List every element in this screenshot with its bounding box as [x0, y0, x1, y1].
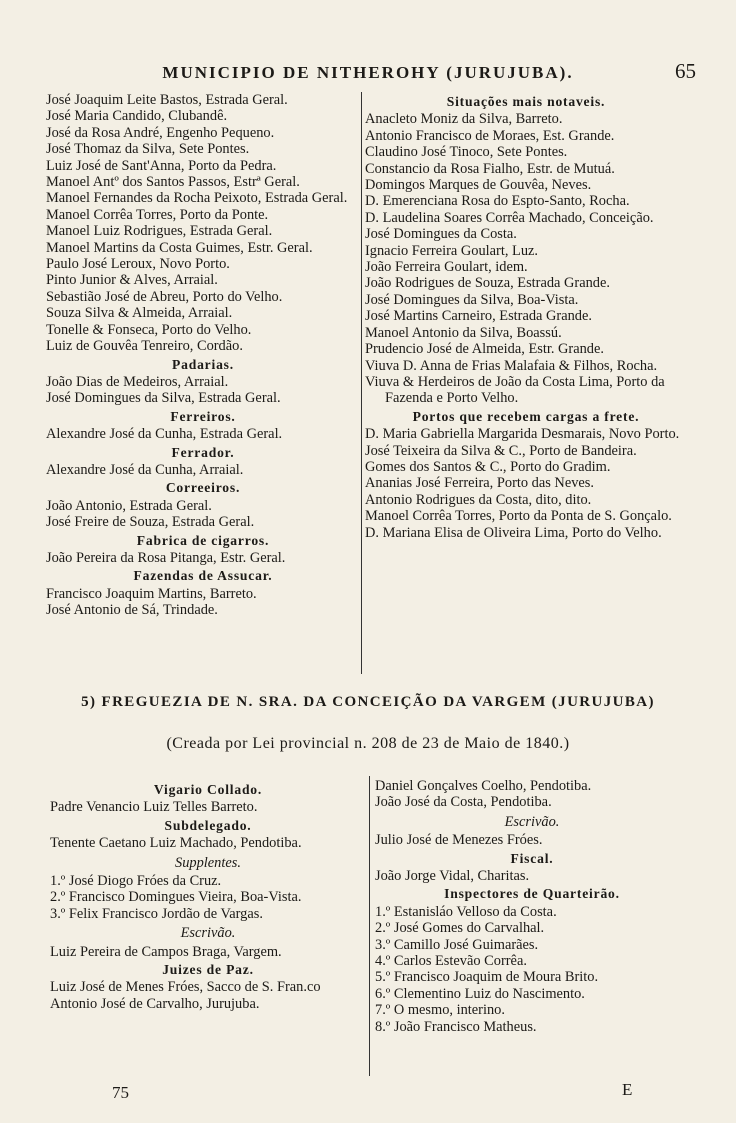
list-item: 4.º Carlos Estevão Corrêa.	[375, 953, 527, 970]
section-heading: Correeiros.	[165, 480, 241, 496]
list-item: Manoel Luiz Rodrigues, Estrada Geral.	[46, 223, 273, 240]
list-item: José Freire de Souza, Estrada Geral.	[46, 514, 255, 531]
section-heading: Fabrica de cigarros.	[136, 532, 270, 548]
section-heading: Juizes de Paz.	[162, 962, 254, 978]
subheading: Supplentes.	[175, 854, 241, 871]
list-item: Julio José de Menezes Fróes.	[375, 832, 543, 849]
list-item: D. Emerenciana Rosa do Espto-Santo, Rocha.	[365, 193, 630, 210]
page-title: MUNICIPIO DE NITHEROHY (JURUJUBA).	[162, 63, 574, 82]
list-item: 1.º Estanisláo Velloso da Costa.	[375, 903, 557, 920]
column-divider	[361, 92, 362, 674]
list-item: José Thomaz da Silva, Sete Pontes.	[46, 141, 250, 158]
list-item: Gomes dos Santos & C., Porto do Gradim.	[365, 458, 611, 475]
list-item: 2.º Francisco Domingues Vieira, Boa-Vista.	[50, 889, 302, 906]
list-item: Antonio José de Carvalho, Jurujuba.	[50, 995, 260, 1012]
list-item: João Rodrigues de Souza, Estrada Grande.	[365, 275, 610, 292]
list-item: Luiz José de Menes Fróes, Sacco de S. Fran.co	[50, 979, 321, 996]
list-item: João Pereira da Rosa Pitanga, Estr. Geral.	[46, 549, 286, 566]
list-item: Paulo José Leroux, Novo Porto.	[46, 256, 230, 273]
list-item: Souza Silva & Almeida, Arraial.	[46, 305, 233, 322]
list-item: Luiz de Gouvêa Tenreiro, Cordão.	[46, 338, 243, 355]
section-heading: Subdelegado.	[164, 817, 252, 833]
section-title: 5) FREGUEZIA DE N. SRA. DA CONCEIÇÃO DA VARGEM (JURUJUBA)	[81, 694, 655, 710]
column-divider	[369, 776, 370, 1076]
list-item: 7.º O mesmo, interino.	[375, 1002, 505, 1019]
list-item: João Jorge Vidal, Charitas.	[375, 868, 530, 885]
list-item: José Maria Candido, Clubandê.	[46, 108, 228, 125]
section-heading: Inspectores de Quarteirão.	[444, 886, 620, 902]
section-heading: Ferrador.	[171, 444, 235, 460]
list-item: 1.º José Diogo Fróes da Cruz.	[50, 873, 222, 890]
list-item: João Dias de Medeiros, Arraial.	[46, 373, 229, 390]
list-item: Manoel Fernandes da Rocha Peixoto, Estrada Geral.	[46, 190, 348, 207]
section-heading: Situações mais notaveis.	[446, 94, 606, 109]
list-item: Manoel Antº dos Santos Passos, Estrª Geral.	[46, 174, 300, 191]
list-item: Constancio da Rosa Fialho, Estr. de Mutuá.	[365, 160, 615, 177]
subheading: Escrivão.	[180, 925, 236, 942]
list-item: Sebastião José de Abreu, Porto do Velho.	[46, 288, 283, 305]
list-item: D. Laudelina Soares Corrêa Machado, Conceição.	[365, 209, 654, 226]
officials-column-left	[50, 780, 366, 1012]
directory-column-right	[365, 92, 687, 541]
section-heading: Padarias.	[172, 356, 234, 372]
list-item: Manoel Corrêa Torres, Porto da Ponta de S. Gonçalo.	[365, 508, 672, 525]
list-item: José Joaquim Leite Bastos, Estrada Geral.	[46, 92, 288, 108]
list-item: Viuva & Herdeiros de João da Costa Lima, Porto da Fazenda e Porto Velho.	[365, 373, 665, 407]
list-item: Tenente Caetano Luiz Machado, Pendotiba.	[50, 835, 302, 852]
list-item: Luiz Pereira de Campos Braga, Vargem.	[50, 943, 282, 960]
list-item: Padre Venancio Luiz Telles Barreto.	[50, 799, 258, 816]
list-item: Luiz José de Sant'Anna, Porto da Pedra.	[46, 157, 277, 174]
section-heading: Fazendas de Assucar.	[133, 568, 273, 584]
list-item: D. Mariana Elisa de Oliveira Lima, Porto do Velho.	[365, 524, 662, 541]
list-item: Pinto Junior & Alves, Arraial.	[46, 272, 218, 289]
list-item: Daniel Gonçalves Coelho, Pendotiba.	[375, 778, 592, 794]
list-item: Ignacio Ferreira Goulart, Luz.	[365, 242, 539, 259]
list-item: Domingos Marques de Gouvêa, Neves.	[365, 177, 592, 194]
list-item: 5.º Francisco Joaquim de Moura Brito.	[375, 969, 599, 986]
list-item: Alexandre José da Cunha, Arraial.	[46, 461, 244, 478]
list-item: Manoel Corrêa Torres, Porto da Ponte.	[46, 206, 269, 223]
list-item: José Domingues da Costa.	[365, 226, 517, 243]
list-item: Ananias José Ferreira, Porto das Neves.	[365, 475, 594, 492]
list-item: José da Rosa André, Engenho Pequeno.	[46, 124, 275, 141]
list-item: Francisco Joaquim Martins, Barreto.	[46, 585, 257, 602]
directory-column-left	[46, 92, 360, 619]
list-item: Manoel Antonio da Silva, Boassú.	[365, 324, 562, 341]
list-item: Tonelle & Fonseca, Porto do Velho.	[46, 321, 252, 338]
officials-column-right	[371, 778, 689, 1035]
list-item: Claudino José Tinoco, Sete Pontes.	[365, 144, 568, 161]
section-heading: Ferreiros.	[170, 408, 236, 424]
list-item: Antonio Francisco de Moraes, Est. Grande.	[365, 127, 615, 144]
signature-letter: E	[622, 1080, 633, 1099]
list-item: José Antonio de Sá, Trindade.	[46, 602, 218, 619]
list-item: José Teixeira da Silva & C., Porto de Bandeira.	[365, 442, 637, 459]
section-subtitle: (Creada por Lei provincial n. 208 de 23 de Maio de 1840.)	[166, 735, 570, 752]
list-item: 3.º Felix Francisco Jordão de Vargas.	[50, 905, 263, 922]
subheading: Escrivão.	[504, 813, 560, 830]
section-heading: Portos que recebem cargas a frete.	[412, 408, 640, 424]
list-item: José Domingues da Silva, Boa-Vista.	[365, 291, 579, 308]
list-item: João José da Costa, Pendotiba.	[375, 794, 552, 811]
list-item: 2.º José Gomes do Carvalhal.	[375, 920, 545, 937]
section-heading: Fiscal.	[510, 850, 554, 866]
list-item: Viuva D. Anna de Frias Malafaia & Filhos, Rocha.	[365, 357, 658, 374]
list-item: 8.º João Francisco Matheus.	[375, 1018, 537, 1035]
list-item: Anacleto Moniz da Silva, Barreto.	[365, 111, 563, 128]
list-item: José Martins Carneiro, Estrada Grande.	[365, 308, 592, 325]
signature-mark: 75	[112, 1083, 129, 1102]
list-item: Prudencio José de Almeida, Estr. Grande.	[365, 341, 604, 358]
list-item: Alexandre José da Cunha, Estrada Geral.	[46, 426, 283, 443]
page-number: 65	[675, 59, 696, 83]
page-header	[40, 59, 696, 87]
list-item: 6.º Clementino Luiz do Nascimento.	[375, 985, 585, 1002]
list-item: Antonio Rodrigues da Costa, dito, dito.	[365, 491, 592, 508]
list-item: João Ferreira Goulart, idem.	[365, 259, 528, 276]
list-item: 3.º Camillo José Guimarães.	[375, 936, 539, 953]
list-item: João Antonio, Estrada Geral.	[46, 497, 212, 514]
section-heading: Vigario Collado.	[153, 782, 263, 797]
list-item: Manoel Martins da Costa Guimes, Estr. Geral.	[46, 239, 313, 256]
list-item: D. Maria Gabriella Margarida Desmarais, Novo Porto.	[365, 426, 680, 443]
list-item: José Domingues da Silva, Estrada Geral.	[46, 390, 281, 407]
